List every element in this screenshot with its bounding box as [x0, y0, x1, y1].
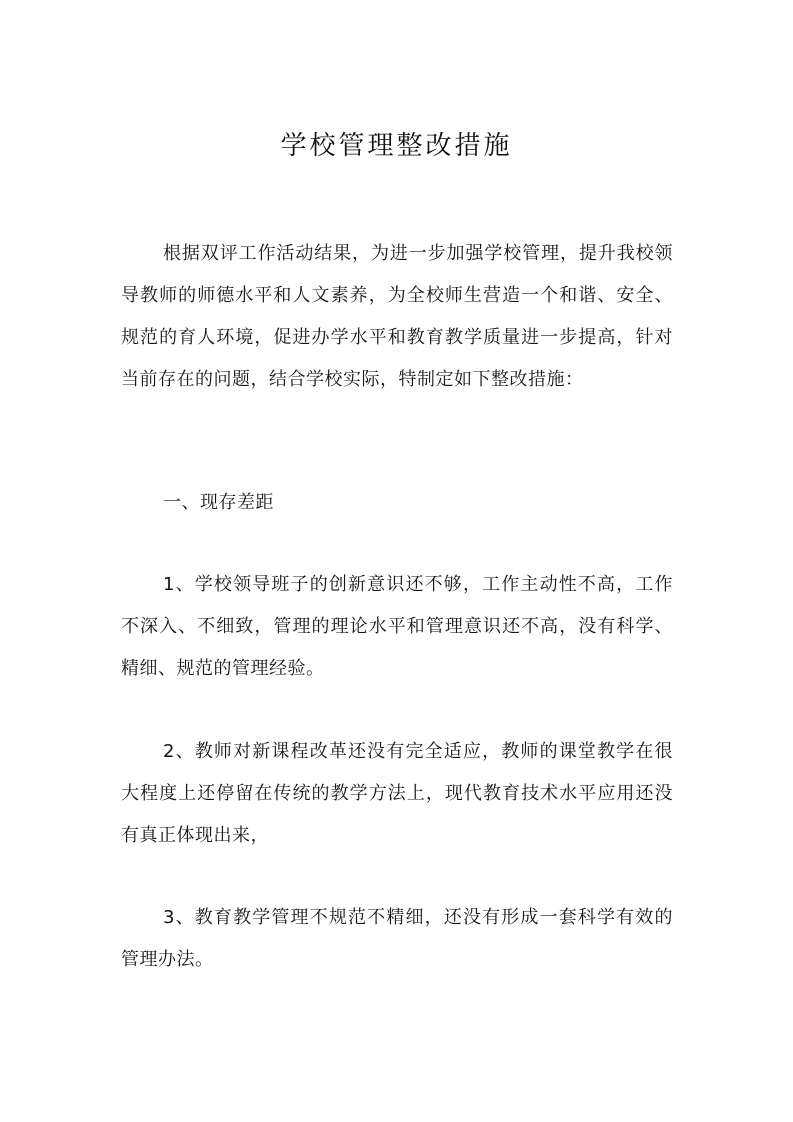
list-item: 1、学校领导班子的创新意识还不够，工作主动性不高，工作不深入、不细致，管理的理论水平和管理意识还不高，没有科学、精细、规范的管理经验。	[121, 574, 673, 679]
list-item: 2、教师对新课程改革还没有完全适应，教师的课堂教学在很大程度上还停留在传统的教学方法上，现代教育技术水平应用还没有真正体现出来，	[121, 741, 673, 846]
list-item: 3、教育教学管理不规范不精细，还没有形成一套科学有效的管理办法。	[121, 907, 673, 970]
intro-paragraph: 根据双评工作活动结果，为进一步加强学校管理，提升我校领导教师的师德水平和人文素养，为全校师生营造一个和谐、安全、规范的育人环境，促进办学水平和教育教学质量进一步提高，针对当前存在的问题，结合学校实际，特制定如下整改措施：	[121, 243, 673, 390]
section-heading: 一、现存差距	[163, 492, 274, 513]
document-title: 学校管理整改措施	[280, 131, 513, 161]
